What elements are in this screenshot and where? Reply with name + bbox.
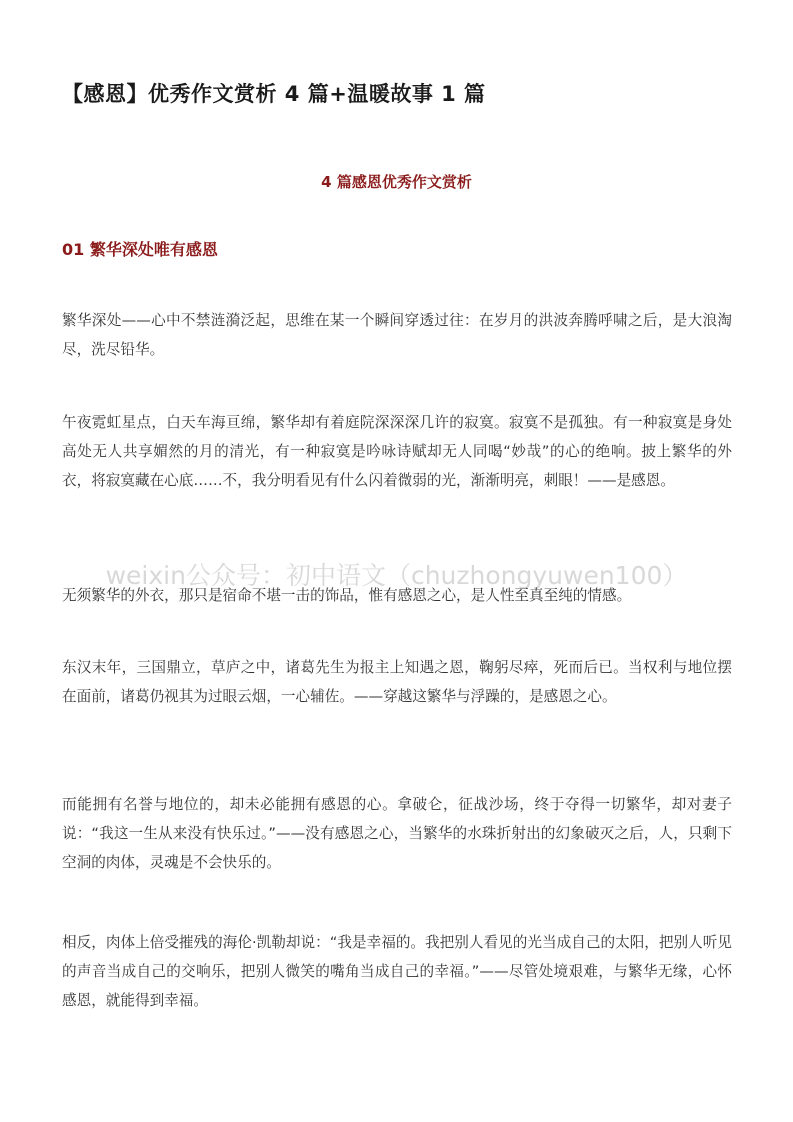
paragraph-4: 东汉末年，三国鼎立，草庐之中，诸葛先生为报主上知遇之恩，鞠躬尽瘁，死而后已。当权利与地位摆在面前，诸葛仍视其为过眼云烟，一心辅佐。——穿越这繁华与浮躁的，是感恩之心。 bbox=[62, 659, 732, 705]
paragraph-1: 繁华深处——心中不禁涟漪泛起，思维在某一个瞬间穿透过往：在岁月的洪波奔腾呼啸之后，是大浪淘尽，洗尽铅华。 bbox=[62, 312, 732, 358]
document-subtitle: 4 篇感恩优秀作文赏析 bbox=[321, 173, 472, 191]
document-title: 【感恩】优秀作文赏析 4 篇+温暖故事 1 篇 bbox=[62, 82, 486, 106]
paragraph-6: 相反，肉体上倍受摧残的海伦·凯勒却说：“我是幸福的。我把别人看见的光当成自己的太阳，把别人听见的声音当成自己的交响乐，把别人微笑的嘴角当成自己的幸福。”——尽管处境艰难，与繁华无缘，心怀感恩，就能得到幸福。 bbox=[62, 934, 732, 1009]
paragraph-2: 午夜霓虹星点，白天车海亘绵，繁华却有着庭院深深深几许的寂寞。寂寞不是孤独。有一种寂寞是身处高处无人共享媚然的月的清光，有一种寂寞是吟咏诗赋却无人同喝“妙哉”的心的绝响。披上繁华的外衣，将寂寞藏在心底……不，我分明看见有什么闪着微弱的光，渐渐明亮，刺眼！——是感恩。 bbox=[62, 414, 732, 489]
paragraph-5: 而能拥有名誉与地位的，却未必能拥有感恩的心。拿破仑，征战沙场，终于夺得一切繁华，却对妻子说：“我这一生从来没有快乐过。”——没有感恩之心，当繁华的水珠折射出的幻象破灭之后，人，只剩下空洞的肉体，灵魂是不会快乐的。 bbox=[62, 796, 732, 871]
section-heading: 01 繁华深处唯有感恩 bbox=[62, 240, 218, 259]
paragraph-3: 无须繁华的外衣，那只是宿命不堪一击的饰品，惟有感恩之心，是人性至真至纯的情感。 bbox=[62, 587, 632, 604]
watermark: weixin公众号：初中语文（chuzhongyuwen100） bbox=[105, 561, 688, 590]
